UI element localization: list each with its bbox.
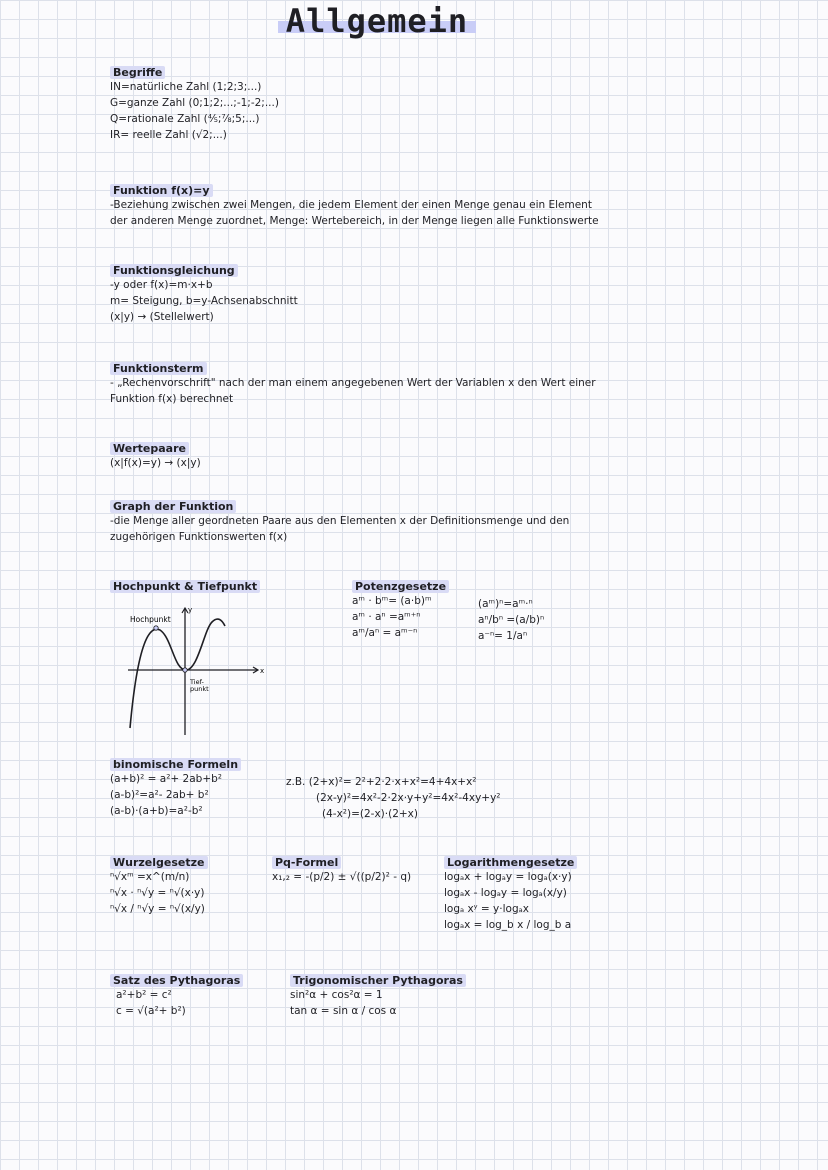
funktionsterm-line: Funktion f(x) berechnet: [110, 393, 234, 405]
page-title: Allgemein: [262, 2, 492, 40]
label-tiefpunkt-2: punkt: [190, 685, 209, 693]
potenz-right: aⁿ/bⁿ =(a/b)ⁿ: [478, 614, 545, 626]
heading-funktionsterm: Funktionsterm: [110, 362, 207, 375]
potenz-right-column: [478, 596, 544, 644]
section-pq-formel: [272, 856, 411, 885]
binom-example: (4-x²)=(2-x)·(2+x): [322, 808, 418, 820]
section-funktionsterm: [110, 362, 596, 407]
section-graph: [110, 500, 569, 545]
section-wertepaare: [110, 442, 201, 471]
section-binom: [110, 758, 241, 819]
tiefpunkt-marker: [183, 668, 187, 672]
begriffe-line: IN=natürliche Zahl (1;2;3;...): [110, 81, 262, 93]
heading-trig-pythagoras: Trigonomischer Pythagoras: [290, 974, 466, 987]
heading-binom: binomische Formeln: [110, 758, 241, 771]
heading-potenzgesetze: Potenzgesetze: [352, 580, 449, 593]
gleichung-line: -y oder f(x)=m·x+b: [110, 279, 213, 291]
heading-logarithmen: Logarithmengesetze: [444, 856, 577, 869]
heading-begriffe: Begriffe: [110, 66, 165, 79]
potenz-right: (aᵐ)ⁿ=aᵐ·ⁿ: [478, 598, 533, 610]
pythagoras-line: a²+b² = c²: [116, 989, 172, 1001]
axis-label-y: y: [188, 606, 193, 614]
heading-funktion: Funktion f(x)=y: [110, 184, 213, 197]
begriffe-line: G=ganze Zahl (0;1;2;...;-1;-2;...): [110, 97, 279, 109]
binom-line: (a-b)·(a+b)=a²-b²: [110, 805, 203, 817]
axis-label-x: x: [260, 667, 265, 675]
heading-graph: Graph der Funktion: [110, 500, 236, 513]
log-line: logₐ xʸ = y·logₐx: [444, 903, 529, 915]
label-tiefpunkt-1: Tief-: [190, 678, 204, 686]
section-trig-pythagoras: [290, 974, 466, 1019]
binom-line: (a+b)² = a²+ 2ab+b²: [110, 773, 223, 785]
trig-line: tan α = sin α / cos α: [290, 1005, 397, 1017]
wurzel-line: ⁿ√x / ⁿ√y = ⁿ√(x/y): [110, 903, 205, 915]
graph-line: -die Menge aller geordneten Paare aus den Elementen x der Definitionsmenge und den: [110, 515, 570, 527]
wurzel-line: ⁿ√xᵐ =x^(m/n): [110, 871, 190, 883]
pythagoras-line: c = √(a²+ b²): [116, 1005, 186, 1017]
heading-pq-formel: Pq-Formel: [272, 856, 341, 869]
binom-line: (a-b)²=a²- 2ab+ b²: [110, 789, 209, 801]
funktionsterm-line: - „Rechenvorschrift" nach der man einem angegebenen Wert der Variablen x den Wert einer: [110, 377, 596, 389]
log-line: logₐx - logₐy = logₐ(x/y): [444, 887, 567, 899]
funktion-line: -Beziehung zwischen zwei Mengen, die jedem Element der einen Menge genau ein Element: [110, 199, 592, 211]
binom-example: z.B. (2+x)²= 2²+2·2·x+x²=4+4x+x²: [286, 776, 477, 788]
section-pythagoras: [110, 974, 243, 1019]
section-funktion: [110, 184, 599, 229]
section-hochpunkt: [110, 580, 260, 593]
heading-pythagoras: Satz des Pythagoras: [110, 974, 243, 987]
label-hochpunkt: Hochpunkt: [130, 615, 171, 624]
section-potenzgesetze: [352, 580, 449, 641]
section-begriffe: [110, 66, 279, 143]
section-funktionsgleichung: [110, 264, 298, 325]
begriffe-line: IR= reelle Zahl (√2;...): [110, 129, 227, 141]
graph-line: zugehörigen Funktionswerten f(x): [110, 531, 288, 543]
log-line: logₐx = log_b x / log_b a: [444, 919, 572, 931]
gleichung-line: m= Steigung, b=y-Achsenabschnitt: [110, 295, 298, 307]
log-line: logₐx + logₐy = logₐ(x·y): [444, 871, 572, 883]
binom-example: (2x-y)²=4x²-2·2x·y+y²=4x²-4xy+y²: [316, 792, 501, 804]
heading-hochpunkt: Hochpunkt & Tiefpunkt: [110, 580, 260, 593]
trig-line: sin²α + cos²α = 1: [290, 989, 383, 1001]
potenz-left: aᵐ · aⁿ =aᵐ⁺ⁿ: [352, 611, 421, 623]
wurzel-line: ⁿ√x · ⁿ√y = ⁿ√(x·y): [110, 887, 205, 899]
hochpunkt-marker: [154, 626, 158, 630]
potenz-right: a⁻ⁿ= 1/aⁿ: [478, 630, 528, 642]
pq-line: x₁,₂ = -(p/2) ± √((p/2)² - q): [272, 871, 412, 883]
potenz-left: aᵐ/aⁿ = aᵐ⁻ⁿ: [352, 627, 418, 639]
potenz-left: aᵐ · bᵐ= (a·b)ᵐ: [352, 595, 432, 607]
curve: [130, 619, 225, 728]
section-wurzelgesetze: [110, 856, 208, 917]
funktion-line: der anderen Menge zuordnet, Menge: Wertebereich, in der Menge liegen alle Funktionswerte: [110, 215, 599, 227]
heading-wertepaare: Wertepaare: [110, 442, 189, 455]
heading-wurzelgesetze: Wurzelgesetze: [110, 856, 208, 869]
section-logarithmen: [444, 856, 577, 933]
extrema-graph: [110, 600, 270, 740]
begriffe-line: Q=rationale Zahl (⅘;⅞;5;...): [110, 113, 260, 125]
binom-examples: [286, 774, 501, 822]
gleichung-line: (x|y) → (Stellelwert): [110, 311, 214, 323]
heading-funktionsgleichung: Funktionsgleichung: [110, 264, 238, 277]
wertepaare-line: (x|f(x)=y) → (x|y): [110, 457, 201, 469]
